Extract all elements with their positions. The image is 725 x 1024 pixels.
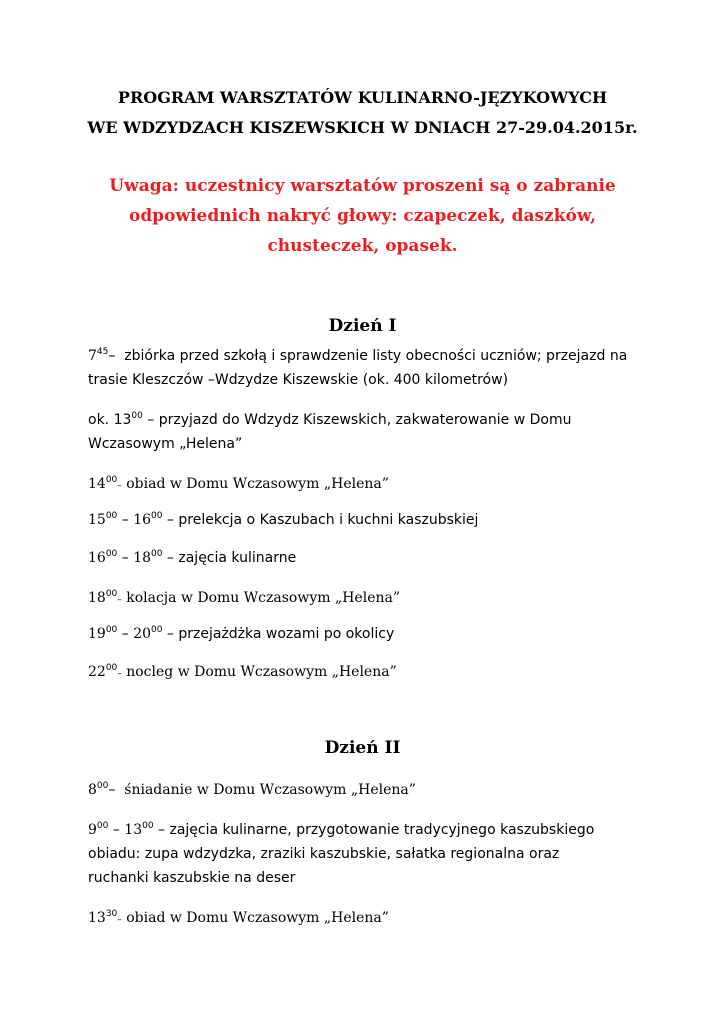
schedule-item: $9^{00} - 13^{00}$ – zajęcia kulinarne, przygotowanie tradycyjnego kaszubskiego obiadu: zupa wdzydzka, zraziki kaszubskie, sałatka regionalna oraz ruchanki kaszubskie na deser bbox=[88, 821, 595, 886]
item-text: zbiórka przed szkołą i sprawdzenie listy obecności uczniów; przejazd na bbox=[124, 348, 628, 364]
item-text: ruchanki kaszubskie na deser bbox=[88, 870, 296, 886]
schedule-item: $13^{30}-$ obiad w Domu Wczasowym „Helena” bbox=[88, 909, 389, 926]
schedule-item: $18^{00}-$ kolacja w Domu Wczasowym „Helena” bbox=[88, 589, 400, 606]
notice-line-3: chusteczek, opasek. bbox=[267, 236, 458, 256]
item-text: obiad w Domu Wczasowym „Helena” bbox=[126, 476, 389, 492]
item-text: – prelekcja o Kaszubach i kuchni kaszubskiej bbox=[166, 512, 479, 528]
title-line-2: WE WDZYDZACH KISZEWSKICH W DNIACH 27-29.04.2015r. bbox=[87, 118, 638, 137]
schedule-item: $14^{00}-$ obiad w Domu Wczasowym „Helena” bbox=[88, 475, 389, 492]
schedule-item: $19^{00} - 20^{00}$ – przejażdżka wozami po okolicy bbox=[88, 625, 395, 642]
item-text: – zajęcia kulinarne bbox=[166, 550, 297, 566]
item-text: nocleg w Domu Wczasowym „Helena” bbox=[126, 664, 397, 680]
schedule-item: $15^{00} - 16^{00}$ – prelekcja o Kaszubach i kuchni kaszubskiej bbox=[88, 511, 479, 528]
item-text: – przejażdżka wozami po okolicy bbox=[166, 626, 395, 642]
item-text: Wczasowym „Helena” bbox=[88, 436, 243, 452]
schedule-item: $22^{00}-$ nocleg w Domu Wczasowym „Helena” bbox=[88, 663, 397, 680]
day-1-heading: Dzień I bbox=[328, 316, 397, 336]
schedule-item: $8^{00}-$ śniadanie w Domu Wczasowym „Helena” bbox=[88, 781, 416, 798]
schedule-item: $7^{45}-$ zbiórka przed szkołą i sprawdzenie listy obecności uczniów; przejazd na trasie Kleszczów –Wdzydze Kiszewskie (ok. 400 kilometrów) bbox=[88, 347, 628, 388]
item-text: trasie Kleszczów –Wdzydze Kiszewskie (ok. 400 kilometrów) bbox=[88, 372, 509, 388]
notice-line-1: Uwaga: uczestnicy warsztatów proszeni są o zabranie bbox=[109, 176, 616, 196]
notice-line-2: odpowiednich nakryć głowy: czapeczek, daszków, bbox=[129, 206, 596, 226]
title-line-1: PROGRAM WARSZTATÓW KULINARNO-JĘZYKOWYCH bbox=[117, 88, 608, 107]
schedule-item: ok. $13^{00}$ – przyjazd do Wdzydz Kiszewskich, zakwaterowanie w Domu Wczasowym „Helena” bbox=[88, 411, 572, 452]
item-text: śniadanie w Domu Wczasowym „Helena” bbox=[124, 782, 416, 798]
schedule-item: $16^{00} - 18^{00}$ – zajęcia kulinarne bbox=[88, 549, 297, 566]
item-text: kolacja w Domu Wczasowym „Helena” bbox=[126, 590, 400, 606]
item-text: obiad w Domu Wczasowym „Helena” bbox=[126, 910, 389, 926]
day-2-heading: Dzień II bbox=[324, 738, 401, 758]
item-text: – przyjazd do Wdzydz Kiszewskich, zakwaterowanie w Domu bbox=[147, 412, 572, 428]
item-text: – zajęcia kulinarne, przygotowanie tradycyjnego kaszubskiego bbox=[158, 822, 595, 838]
item-text: obiadu: zupa wdzydzka, zraziki kaszubskie, sałatka regionalna oraz bbox=[88, 846, 560, 862]
